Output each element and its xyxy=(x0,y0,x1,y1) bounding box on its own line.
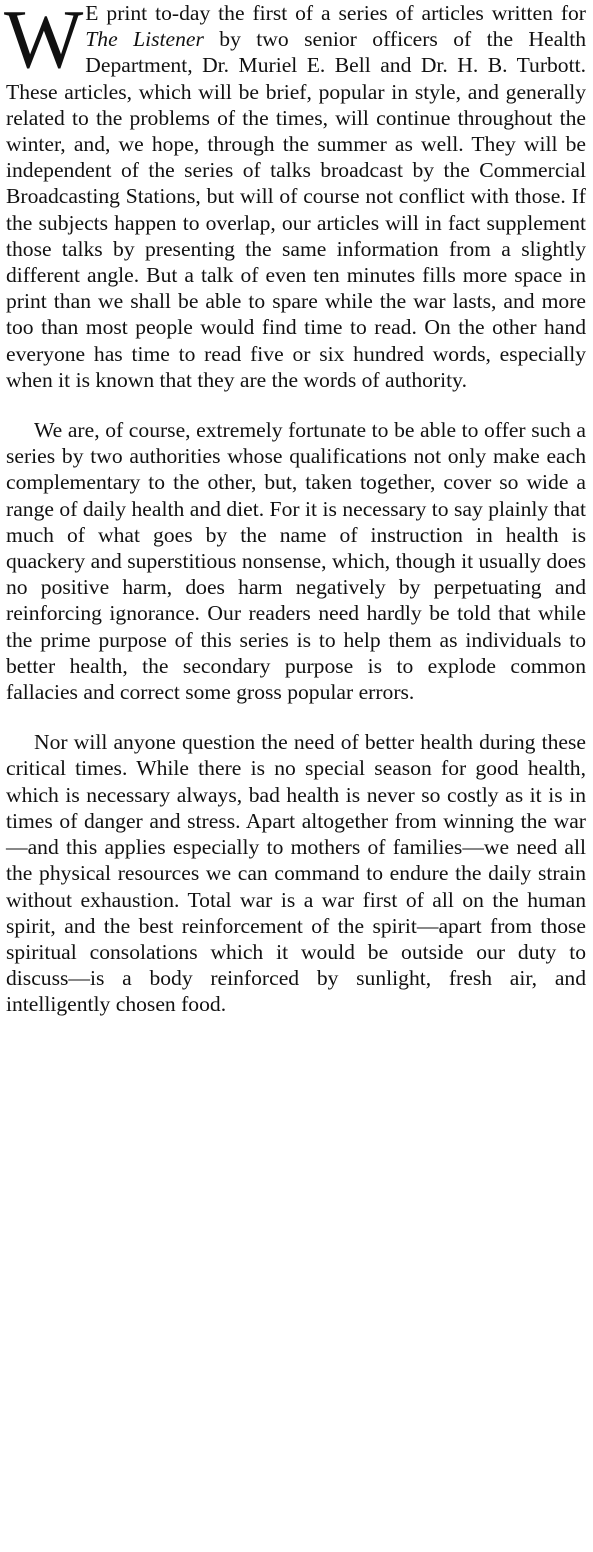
paragraph-1-lead: E print to-day the first of a series of articles written for xyxy=(85,1,586,25)
paragraph-2: We are, of course, extremely fortunate to be able to offer such a series by two authorities whose qualifications not only make each complementary to the other, but, taken together, cover so wide a range of daily health and diet. For it is necessary to say plainly that much of what goes by the name of instruction in health is quackery and superstitious nonsense, which, though it usually does no positive harm, does harm negatively by perpetuating and reinforcing ignorance. Our readers need hardly be told that while the prime purpose of this series is to help them as individuals to better health, the secondary purpose is to explode common fallacies and correct some gross popular errors. xyxy=(6,418,586,705)
article-column xyxy=(6,0,586,1018)
drop-cap: W xyxy=(4,0,80,86)
paragraph-1 xyxy=(6,0,586,393)
paragraph-3: Nor will anyone question the need of better health during these critical times. While there is no special season for good health, which is necessary always, bad health is never so costly as it is in times of danger and stress. Apart altogether from winning the war—and this applies especially to mothers of families—we need all the physical resources we can command to endure the daily strain without exhaustion. Total war is a war first of all on the human spirit, and the best reinforcement of the spirit—apart from those spiritual consolations which it would be outside our duty to discuss—is a body reinforced by sunlight, fresh air, and intelligently chosen food. xyxy=(6,730,586,1017)
publication-title: The Listener xyxy=(85,27,204,52)
paragraph-1-rest: by two senior officers of the Health Department, Dr. Muriel E. Bell and Dr. H. B. Turbott. These articles, which will be brief, popular in style, and generally related to the problems of the times, will continue throughout the winter, and, we hope, through the summer as well. They will be independent of the series of talks broadcast by the Commercial Broadcasting Stations, but will of course not conflict with those. If the subjects happen to overlap, our articles will in fact supplement those talks by presenting the same information from a slightly different angle. But a talk of even ten minutes fills more space in print than we shall be able to spare while the war lasts, and more too than most people would find time to read. On the other hand everyone has time to read five or six hundred words, especially when it is known that they are the words of authority. xyxy=(6,27,586,392)
